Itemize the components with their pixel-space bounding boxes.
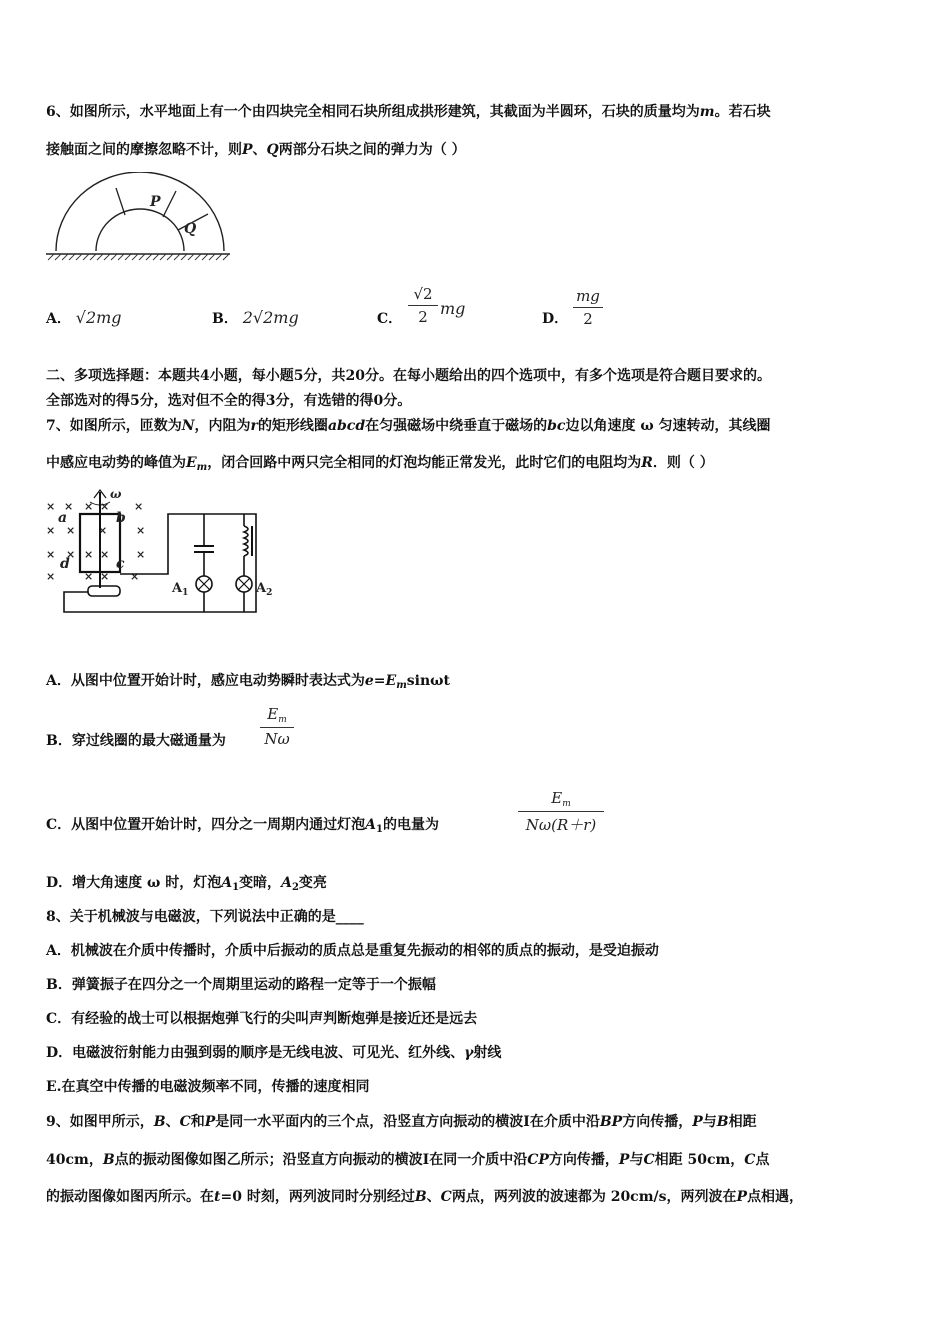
- q7-stem-line2: 中感应电动势的峰值为$E_m$，闭合回路中两只完全相同的灯泡均能正常发光，此时它们的电阻均为R．则（ ）: [46, 455, 714, 473]
- svg-text:d: d: [60, 556, 70, 572]
- q6-option-c[interactable]: C．: [377, 311, 403, 327]
- section2-heading-line1: 二、多项选择题：本题共4小题，每小题5分，共20分。在每小题给出的四个选项中，有多个选项是符合题目要求的。: [46, 368, 771, 384]
- q9-stem-line2: 40cm，B点的振动图像如图乙所示；沿竖直方向振动的横波Ⅰ在同一介质中沿CP方向传播，P与C相距 50cm，C点: [46, 1152, 770, 1168]
- svg-text:×: ×: [134, 500, 144, 513]
- q6-option-c-mg: mg: [440, 299, 466, 318]
- svg-text:A1: $A_1$: [172, 581, 189, 598]
- q6-fig-label-p: P: [150, 194, 161, 210]
- svg-text:×: ×: [136, 524, 146, 537]
- q9-stem-line1: 9、如图甲所示，B、C和P是同一水平面内的三个点，沿竖直方向振动的横波Ⅰ在介质中沿BP方向传播，P与B相距: [46, 1114, 757, 1130]
- svg-text:A2: $A_2$: [256, 581, 273, 598]
- svg-text:ω: ω: [110, 488, 122, 501]
- svg-text:×: ×: [84, 570, 94, 583]
- q8-option-a[interactable]: A．机械波在介质中传播时，介质中后振动的质点总是重复先振动的相邻的质点的振动，是受迫振动: [46, 943, 659, 959]
- q6-option-c-fraction: √2 2: [408, 285, 438, 326]
- q7-circuit-figure: [44, 488, 276, 616]
- q9-stem-line3: 的振动图像如图丙所示。在t=0 时刻，两列波同时分别经过B、C两点，两列波的波速都为 20cm/s，两列波在P点相遇，: [46, 1189, 804, 1205]
- section2-heading-line2: 全部选对的得5分，选对但不全的得3分，有选错的得0分。: [46, 393, 412, 409]
- svg-text:×: ×: [98, 524, 108, 537]
- q7-option-b-fraction: $E_m$ Nω: [260, 705, 294, 748]
- svg-text:×: ×: [136, 548, 146, 561]
- q6-fig-label-q: Q: [184, 221, 197, 237]
- q7-option-d[interactable]: D．增大角速度 ω 时，灯泡$A_1$变暗，$A_2$变亮: [46, 875, 327, 893]
- svg-text:a: a: [58, 510, 68, 526]
- svg-text:×: ×: [64, 500, 74, 513]
- svg-text:×: ×: [100, 500, 110, 513]
- svg-text:×: ×: [66, 524, 76, 537]
- q8-option-e[interactable]: E.在真空中传播的电磁波频率不同，传播的速度相同: [46, 1079, 370, 1095]
- q7-option-b[interactable]: B．穿过线圈的最大磁通量为: [46, 733, 226, 749]
- q6-stem-line2: 接触面之间的摩擦忽略不计，则P、Q两部分石块之间的弹力为（ ）: [46, 142, 466, 158]
- q6-option-a[interactable]: A． √2mg: [46, 308, 122, 327]
- svg-text:×: ×: [130, 570, 140, 583]
- svg-text:×: ×: [100, 570, 110, 583]
- svg-text:×: ×: [46, 570, 56, 583]
- q6-option-b[interactable]: B． 2√2mg: [212, 308, 299, 327]
- svg-text:×: ×: [66, 548, 76, 561]
- q8-option-c[interactable]: C．有经验的战士可以根据炮弹飞行的尖叫声判断炮弹是接近还是远去: [46, 1011, 478, 1027]
- q6-stem-line1: 6、如图所示，水平地面上有一个由四块完全相同石块所组成拱形建筑，其截面为半圆环，石块的质量均为m。若石块: [46, 104, 771, 120]
- q8-option-b[interactable]: B．弹簧振子在四分之一个周期里运动的路程一定等于一个振幅: [46, 977, 436, 993]
- svg-text:×: ×: [84, 500, 94, 513]
- q6-option-d-fraction: mg 2: [573, 287, 603, 328]
- svg-text:×: ×: [84, 548, 94, 561]
- q7-option-c[interactable]: C．从图中位置开始计时，四分之一周期内通过灯泡$A_1$的电量为: [46, 817, 439, 835]
- svg-text:c: c: [116, 556, 125, 572]
- q6-arch-figure: [44, 172, 234, 264]
- q7-option-a[interactable]: A．从图中位置开始计时，感应电动势瞬时表达式为$e=E_m\sin\omega t$: [46, 673, 450, 691]
- svg-text:×: ×: [46, 548, 56, 561]
- svg-text:×: ×: [46, 500, 56, 513]
- q7-stem-line1: 7、如图所示，匝数为N，内阻为r的矩形线圈abcd在匀强磁场中绕垂直于磁场的bc边以角速度 ω 匀速转动，其线圈: [46, 418, 771, 434]
- q6-option-d[interactable]: D．: [542, 311, 569, 327]
- q8-option-d[interactable]: D．电磁波衍射能力由强到弱的顺序是无线电波、可见光、红外线、γ射线: [46, 1045, 502, 1061]
- q7-option-c-fraction: $E_m$ Nω(R＋r): [518, 789, 604, 835]
- svg-text:×: ×: [46, 524, 56, 537]
- q8-stem: 8、关于机械波与电磁波，下列说法中正确的是____: [46, 909, 364, 925]
- svg-text:×: ×: [100, 548, 110, 561]
- svg-text:b: b: [116, 510, 126, 526]
